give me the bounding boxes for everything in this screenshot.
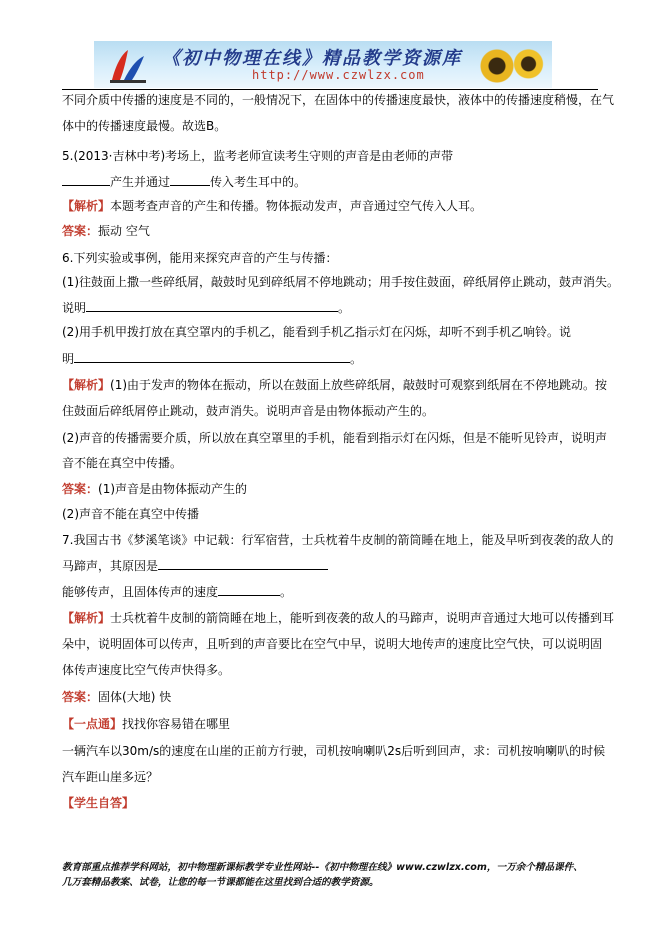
answer-blank[interactable] — [218, 583, 280, 596]
banner-title: 《初中物理在线》精品教学资源库 — [162, 48, 462, 69]
question-text: 能够传声，且固体传声的速度 — [62, 585, 219, 599]
answer-blank[interactable] — [170, 173, 210, 186]
question-7-line3 — [62, 583, 292, 600]
question-text: 。 — [350, 352, 363, 366]
analysis-text: 士兵枕着牛皮制的箭筒睡在地上，能听到夜袭的敌人的马蹄声，说明声音通过大地可以传播到耳 — [110, 611, 615, 625]
question-text: 传入考生耳中的。 — [210, 175, 307, 189]
question-7-line2 — [62, 557, 328, 574]
q6-analysis-cont: 音不能在真空中传播。 — [62, 456, 183, 470]
q6-analysis — [62, 377, 607, 393]
question-text: 说明 — [62, 301, 87, 315]
site-logo-icon — [106, 46, 150, 84]
q7-answer — [62, 689, 171, 705]
sunflower-decoration — [476, 45, 546, 87]
tip-label: 【一点通】 — [62, 717, 123, 731]
problem-text: 汽车距山崖多远？ — [62, 770, 159, 784]
answer-label: 答案： — [62, 224, 99, 238]
tip-section — [62, 716, 230, 732]
question-6-explain2 — [62, 350, 362, 367]
question-6-part1: (1)往鼓面上撒一些碎纸屑，敲鼓时见到碎纸屑不停地跳动；用手按住鼓面，碎纸屑停止跳动，鼓声消失。 — [62, 275, 620, 289]
q6-analysis-cont: 住鼓面后碎纸屑停止跳动，鼓声消失。说明声音是由物体振动产生的。 — [62, 404, 435, 418]
answer-blank[interactable] — [86, 299, 338, 312]
banner-url[interactable]: http://www.czwlzx.com — [252, 68, 425, 82]
answer-label: 答案： — [62, 482, 99, 496]
answer-blank[interactable] — [62, 173, 110, 186]
answer-text: 振动 空气 — [98, 224, 150, 238]
analysis-text: 本题考查声音的产生和传播。物体振动发声，声音通过空气传入人耳。 — [110, 199, 483, 213]
question-text: 产生并通过 — [110, 175, 171, 189]
question-6: 6.下列实验或事例，能用来探究声音的产生与传播： — [62, 251, 338, 265]
header-banner — [94, 41, 552, 88]
question-text: 。 — [338, 301, 351, 315]
q7-analysis — [62, 610, 614, 626]
student-answer-section — [62, 795, 134, 811]
text-line: 体中的传播速度最慢。故选B。 — [62, 119, 227, 133]
question-text: 。 — [280, 585, 293, 599]
footer-line: 教育部重点推荐学科网站，初中物理新课标教学专业性网站--《初中物理在线》www.czwlzx.com，一万余个精品课件、 — [62, 862, 583, 873]
question-5-blanks — [62, 173, 306, 190]
answer-blank[interactable] — [74, 350, 350, 363]
answer-blank[interactable] — [158, 557, 328, 570]
answer-label: 答案： — [62, 690, 99, 704]
analysis-label: 【解析】 — [62, 378, 111, 392]
tip-text: 找找你容易错在哪里 — [122, 717, 231, 731]
question-7: 7.我国古书《梦溪笔谈》中记载：行军宿营，士兵枕着牛皮制的箭筒睡在地上，能及早听到夜袭的敌人的 — [62, 533, 614, 547]
footer-line: 几万套精品教案、试卷，让您的每一节课都能在这里找到合适的教学资源。 — [62, 877, 379, 888]
q6-answer — [62, 481, 247, 497]
q5-answer — [62, 223, 150, 239]
answer-text: (1)声音是由物体振动产生的 — [98, 482, 248, 496]
question-5: 5.(2013·吉林中考)考场上，监考老师宣读考生守则的声音是由老师的声带 — [62, 149, 454, 163]
q5-analysis — [62, 198, 482, 214]
text-line: 不同介质中传播的速度是不同的，一般情况下，在固体中的传播速度最快，液体中的传播速度稍慢，在气 — [62, 93, 615, 107]
question-text: 马蹄声，其原因是 — [62, 559, 159, 573]
answer-text: 固体(大地) 快 — [98, 690, 172, 704]
analysis-text: (1)由于发声的物体在振动，所以在鼓面上放些碎纸屑，敲鼓时可观察到纸屑在不停地跳动。按 — [110, 378, 608, 392]
q6-answer-cont: (2)声音不能在真空中传播 — [62, 507, 199, 521]
q7-analysis-cont: 朵中，说明固体可以传声，且听到的声音要比在空气中早，说明大地传声的速度比空气快，可以说明固 — [62, 637, 603, 651]
q6-analysis-cont: (2)声音的传播需要介质，所以放在真空罩里的手机，能看到指示灯在闪烁，但是不能听见铃声，说明声 — [62, 431, 608, 445]
problem-text: 一辆汽车以30m/s的速度在山崖的正前方行驶，司机按响喇叭2s后听到回声，求：司机按响喇叭的时候 — [62, 744, 606, 758]
question-text: 明 — [62, 352, 75, 366]
analysis-label: 【解析】 — [62, 611, 111, 625]
question-6-part2: (2)用手机甲拨打放在真空罩内的手机乙，能看到手机乙指示灯在闪烁，却听不到手机乙响铃。说 — [62, 325, 572, 339]
student-answer-label: 【学生自答】 — [62, 796, 135, 810]
header-rule — [62, 89, 598, 90]
q7-analysis-cont: 体传声速度比空气传声快得多。 — [62, 663, 231, 677]
question-6-explain1 — [62, 299, 350, 316]
analysis-label: 【解析】 — [62, 199, 111, 213]
